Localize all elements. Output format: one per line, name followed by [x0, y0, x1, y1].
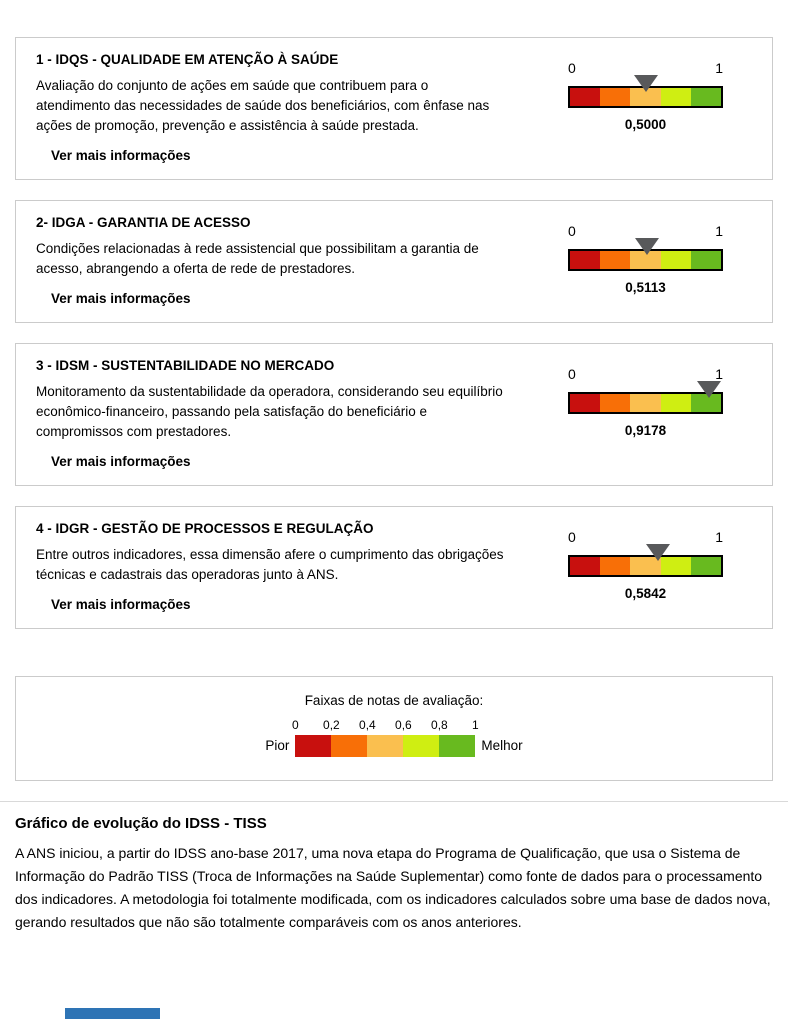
section-divider [0, 801, 788, 802]
gauge-segment-amber [630, 394, 660, 412]
score-gauge [568, 214, 723, 295]
indicator-description: Avaliação do conjunto de ações em saúde que contribuem para o atendimento das necessidades de saúde dos beneficiários, com ênfase nas ações de promoção, prevenção e assistência à saúde prestada. [36, 78, 490, 133]
gauge-max-label: 1 [715, 223, 723, 239]
gauge-scale-labels [568, 529, 723, 545]
indicator-title: 4 - IDGR - GESTÃO DE PROCESSOS E REGULAÇÃO [36, 521, 374, 536]
indicator-text-block [36, 214, 506, 308]
indicator-title: 3 - IDSM - SUSTENTABILIDADE NO MERCADO [36, 358, 335, 373]
ver-mais-link[interactable]: Ver mais informações [51, 148, 191, 163]
evolution-chart-bar-fragment [65, 1008, 160, 1019]
legend-segment-orange [331, 735, 367, 757]
gauge-pointer-icon [697, 381, 721, 398]
score-gauge [568, 520, 723, 601]
gauge-segment-red [570, 394, 600, 412]
indicator-card-idgr [15, 506, 773, 629]
gauge-max-label: 1 [715, 529, 723, 545]
evolution-section [15, 814, 773, 934]
gauge-pointer-icon [634, 75, 658, 92]
indicator-text-block [36, 520, 506, 614]
gauge-segment-green [691, 251, 721, 269]
gauge-scale-labels [568, 366, 723, 382]
indicator-title: 1 - IDQS - QUALIDADE EM ATENÇÃO À SAÚDE [36, 52, 339, 67]
indicator-description: Entre outros indicadores, essa dimensão afere o cumprimento das obrigações técnicas e cadastrais das operadoras junto à ANS. [36, 547, 504, 582]
gauge-segment-red [570, 557, 600, 575]
gauge-bar [568, 392, 723, 414]
legend-tick: 0 [292, 718, 299, 732]
evolution-paragraph: A ANS iniciou, a partir do IDSS ano-base 2017, uma nova etapa do Programa de Qualificação, que usa o Sistema de Informação do Padrão TISS (Troca de Informações na Saúde Suplementar) como fonte de dados para o processamento dos indicadores. A metodologia foi totalmente modificada, com os indicadores calculados sobre uma base de dados nova, gerando resultados que não são totalmente comparáveis com os anos anteriores. [15, 845, 771, 930]
gauge-bar [568, 249, 723, 271]
indicator-text-block [36, 357, 506, 471]
gauge-segment-yellowgreen [661, 394, 691, 412]
gauge-min-label: 0 [568, 223, 576, 239]
gauge-bar [568, 86, 723, 108]
indicator-card-idqs [15, 37, 773, 180]
score-gauge [568, 51, 723, 132]
gauge-bar [568, 555, 723, 577]
gauge-value: 0,9178 [624, 423, 667, 438]
legend-tick: 0,2 [323, 718, 340, 732]
legend-title: Faixas de notas de avaliação: [304, 693, 484, 708]
legend-segment-amber [367, 735, 403, 757]
indicator-card-idga [15, 200, 773, 323]
gauge-segment-orange [600, 251, 630, 269]
melhor-label: Melhor [481, 738, 523, 753]
gauge-segment-green [691, 557, 721, 575]
legend-tick: 1 [472, 718, 479, 732]
legend-tick: 0,4 [359, 718, 376, 732]
gauge-segment-red [570, 251, 600, 269]
gauge-max-label: 1 [715, 60, 723, 76]
legend-segment-green [439, 735, 475, 757]
legend-color-scale [292, 718, 479, 757]
gauge-min-label: 0 [568, 60, 576, 76]
gauge-segment-yellowgreen [661, 251, 691, 269]
gauge-value: 0,5113 [625, 280, 666, 295]
legend-segment-yellowgreen [403, 735, 439, 757]
gauge-scale-labels [568, 223, 723, 239]
evolution-heading: Gráfico de evolução do IDSS - TISS [15, 815, 267, 832]
pior-label: Pior [265, 738, 290, 753]
gauge-min-label: 0 [568, 529, 576, 545]
legend-scale-row [16, 718, 772, 757]
legend-tick: 0,8 [431, 718, 448, 732]
gauge-pointer-icon [646, 544, 670, 561]
gauge-segment-red [570, 88, 600, 106]
indicator-description: Condições relacionadas à rede assistencial que possibilitam a garantia de acesso, abrangendo a oferta de rede de prestadores. [36, 241, 479, 276]
gauge-pointer-icon [635, 238, 659, 255]
score-gauge [568, 357, 723, 438]
gauge-scale-labels [568, 60, 723, 76]
gauge-min-label: 0 [568, 366, 576, 382]
indicator-title: 2- IDGA - GARANTIA DE ACESSO [36, 215, 251, 230]
main-content [15, 0, 773, 781]
legend-segment-red [295, 735, 331, 757]
gauge-segment-orange [600, 88, 630, 106]
gauge-max-label: 1 [715, 366, 723, 382]
indicator-text-block [36, 51, 506, 165]
gauge-segment-green [691, 88, 721, 106]
gauge-segment-orange [600, 557, 630, 575]
indicator-description: Monitoramento da sustentabilidade da operadora, considerando seu equilíbrio econômico-financeiro, passando pela satisfação do beneficiário e compromissos com prestadores. [36, 384, 503, 439]
gauge-value: 0,5842 [624, 586, 667, 601]
ver-mais-link[interactable]: Ver mais informações [51, 291, 191, 306]
legend-box [15, 676, 773, 781]
ver-mais-link[interactable]: Ver mais informações [51, 454, 191, 469]
indicator-card-idsm [15, 343, 773, 486]
gauge-segment-yellowgreen [661, 88, 691, 106]
gauge-segment-orange [600, 394, 630, 412]
legend-tick: 0,6 [395, 718, 412, 732]
ver-mais-link[interactable]: Ver mais informações [51, 597, 191, 612]
gauge-value: 0,5000 [624, 117, 667, 132]
